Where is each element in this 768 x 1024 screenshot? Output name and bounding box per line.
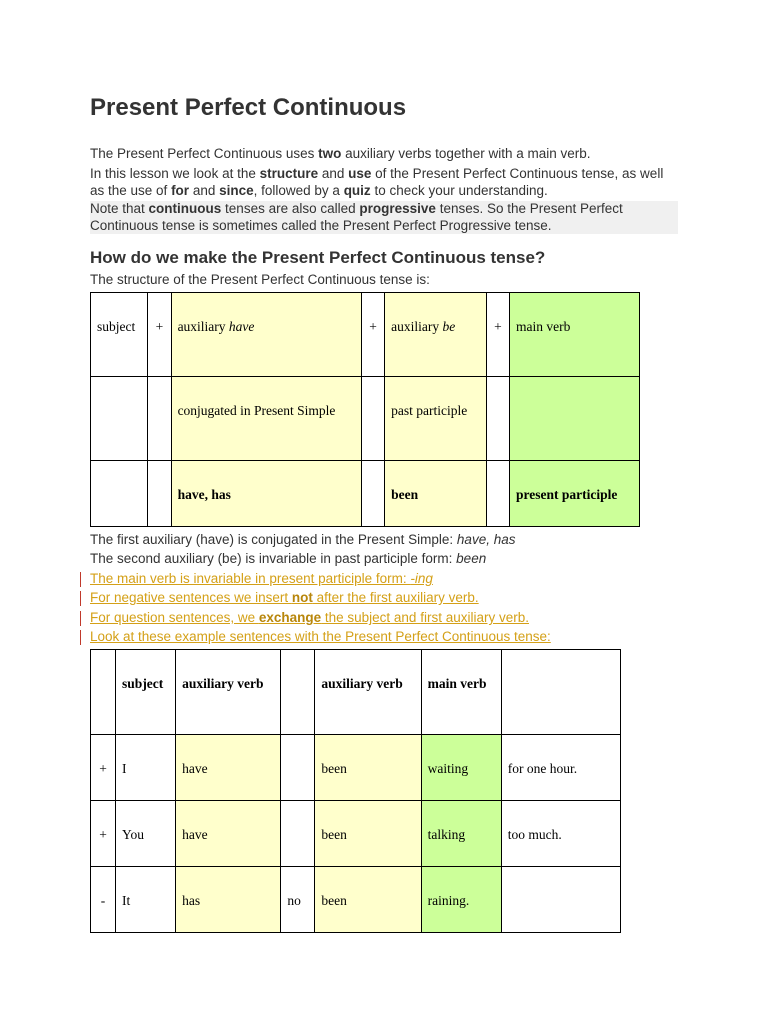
text: Note that (90, 201, 149, 216)
main-verb-cell: waiting (421, 735, 501, 801)
empty-cell (486, 461, 509, 527)
note-line-3 (90, 569, 433, 589)
intro-paragraph-1 (90, 146, 678, 163)
note-paragraph (90, 201, 678, 234)
bold-text: use (348, 166, 372, 181)
bold-text: two (318, 146, 342, 161)
empty-cell (509, 377, 639, 461)
text: In this lesson we look at the (90, 166, 260, 181)
change-marker (80, 611, 81, 626)
subject-cell: It (116, 867, 176, 933)
aux2-cell: been (315, 735, 421, 801)
empty-cell (281, 650, 315, 735)
text: The first auxiliary (have) is conjugated in the Present Simple: (90, 532, 457, 547)
text: to check your understanding. (370, 182, 548, 198)
sign-cell: + (91, 735, 116, 801)
note-line-1 (90, 532, 678, 549)
auxiliary-verb-header: auxiliary verb (315, 650, 421, 735)
italic-text: -ing (410, 571, 433, 586)
text: For question sentences, we (90, 610, 259, 625)
change-marker (80, 591, 81, 606)
text: and (318, 166, 349, 181)
structure-intro: The structure of the Present Perfect Continuous tense is: (90, 272, 430, 287)
aux2-cell: been (315, 867, 421, 933)
structure-row (91, 293, 640, 377)
rest-cell: too much. (501, 801, 620, 867)
bold-text: for (171, 182, 190, 198)
text: auxiliary verbs together with a main verb. (341, 146, 591, 161)
negation-cell: no (281, 867, 315, 933)
table-row (91, 735, 621, 801)
text: The Present Perfect Continuous uses (90, 146, 319, 161)
aux1-cell: have (176, 801, 281, 867)
subject-cell: You (116, 801, 176, 867)
table-row (91, 801, 621, 867)
empty-cell (91, 650, 116, 735)
main-verb-cell: main verb (509, 293, 639, 377)
main-verb-header: main verb (421, 650, 501, 735)
bold-text: progressive (359, 201, 436, 216)
empty-cell (361, 377, 384, 461)
italic-text: have, has (456, 532, 516, 547)
text: tenses are also called (221, 201, 360, 216)
empty-cell (148, 377, 171, 461)
bold-text: quiz (343, 182, 371, 198)
text: after the first auxiliary verb. (312, 590, 479, 605)
past-participle-cell: past participle (385, 377, 487, 461)
structure-row (91, 377, 640, 461)
italic-text: have (228, 319, 255, 334)
note-line-6 (90, 627, 551, 647)
text: tenses. So the Present Perfect Continuous tense is sometimes called the Present Perfect Progressive tense. (90, 201, 623, 233)
empty-cell (91, 377, 148, 461)
aux1-cell: have (176, 735, 281, 801)
main-verb-cell: raining. (421, 867, 501, 933)
table-row (91, 867, 621, 933)
bold-text: continuous (148, 201, 222, 216)
intro-paragraph-2 (90, 166, 678, 199)
subject-cell: subject (91, 293, 148, 377)
bold-text: exchange (258, 610, 322, 625)
section-heading: How do we make the Present Perfect Continuous tense? (90, 248, 546, 267)
text: of the Present Perfect Continuous tense, as well as the use of (90, 166, 664, 198)
text: Look at these example sentences with the Present Perfect Continuous tense: (90, 629, 551, 644)
note-line-4 (90, 588, 479, 608)
been-cell: been (385, 461, 487, 527)
rest-cell: for one hour. (501, 735, 620, 801)
note-line-2 (90, 551, 678, 568)
negation-cell (281, 801, 315, 867)
change-marker (80, 630, 81, 645)
example-table (90, 649, 621, 933)
text: , followed by a (253, 182, 344, 198)
text: The main verb is invariable in present participle form: (90, 571, 411, 586)
bold-text: structure (259, 166, 319, 181)
structure-table (90, 292, 640, 527)
have-has-cell: have, has (171, 461, 361, 527)
empty-cell (91, 461, 148, 527)
plus-cell: + (361, 293, 384, 377)
text: auxiliary (177, 319, 229, 334)
main-verb-cell: talking (421, 801, 501, 867)
note-line-5 (90, 608, 529, 628)
subject-cell: I (116, 735, 176, 801)
bold-text: not (291, 590, 313, 605)
text: auxiliary (391, 319, 443, 334)
text: For negative sentences we insert (90, 590, 292, 605)
conjugation-cell: conjugated in Present Simple (171, 377, 361, 461)
header-row (91, 650, 621, 735)
rest-cell (501, 867, 620, 933)
empty-cell (361, 461, 384, 527)
empty-cell (501, 650, 620, 735)
text: and (189, 182, 220, 198)
plus-cell: + (148, 293, 171, 377)
italic-text: been (456, 551, 487, 566)
present-participle-cell: present participle (509, 461, 639, 527)
structure-row (91, 461, 640, 527)
empty-cell (148, 461, 171, 527)
text: The second auxiliary (be) is invariable in past participle form: (90, 551, 457, 566)
aux2-cell: been (315, 801, 421, 867)
text: the subject and first auxiliary verb. (321, 610, 529, 625)
auxiliary-have-cell (171, 293, 361, 377)
italic-text: be (442, 319, 456, 334)
auxiliary-verb-header: auxiliary verb (176, 650, 281, 735)
aux1-cell: has (176, 867, 281, 933)
sign-cell: + (91, 801, 116, 867)
bold-text: since (219, 182, 254, 198)
page-title: Present Perfect Continuous (90, 94, 407, 121)
plus-cell: + (486, 293, 509, 377)
negation-cell (281, 735, 315, 801)
auxiliary-be-cell (385, 293, 487, 377)
sign-cell: - (91, 867, 116, 933)
empty-cell (486, 377, 509, 461)
subject-header: subject (116, 650, 176, 735)
change-marker (80, 572, 81, 587)
